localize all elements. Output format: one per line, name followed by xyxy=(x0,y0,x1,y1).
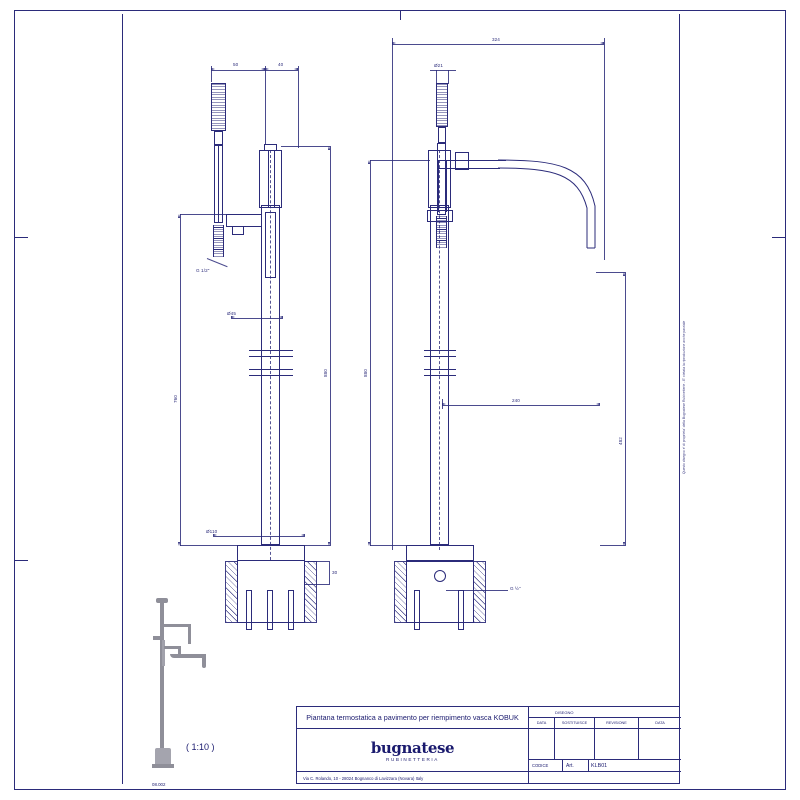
codice-label: CODICE xyxy=(529,759,563,771)
front-handshower-body xyxy=(214,145,223,223)
front-column-ring-3 xyxy=(249,369,293,370)
side-handshower-body xyxy=(437,143,446,215)
copyright-note: Questo disegno e' di proprieta' della Bugnatese Rubinetterie - E' vietata la riproduzione anche parziale xyxy=(682,320,686,474)
side-leader-g12 xyxy=(446,590,508,591)
company-address: Via C. Rolando, 10 - 28024 Bognanco di Lavizzara (Novara) Italy xyxy=(297,771,529,784)
side-dim-line-d21 xyxy=(430,70,456,71)
side-handshower-neck xyxy=(438,127,446,143)
front-body-edge-left xyxy=(268,150,269,208)
front-dim-arrow-760-b xyxy=(178,542,180,546)
front-dim-ext-2 xyxy=(265,66,266,144)
front-dim-arrow-d110-l xyxy=(213,534,217,536)
sheet-number: 08.002 xyxy=(152,782,166,787)
front-dim-line-760 xyxy=(180,214,181,546)
frame-tick-right-top xyxy=(772,237,786,238)
front-anchor-rod-1 xyxy=(246,590,252,630)
frame-tick-top xyxy=(400,10,401,20)
side-dim-text-324: 324 xyxy=(492,37,500,42)
side-dim-line-240 xyxy=(442,405,600,406)
front-dim-arrow-880-t xyxy=(328,146,330,150)
field-label-revisione: REVISIONE xyxy=(595,718,639,729)
front-dim-text-d45: Ø45 xyxy=(227,311,236,316)
front-dim-arrow-d110-r xyxy=(301,534,305,536)
side-dim-line-482 xyxy=(625,272,626,546)
side-dim-arrow-482-b xyxy=(623,542,625,546)
side-spout-curve xyxy=(498,158,608,248)
front-dim-arrow-40-l xyxy=(265,68,269,70)
side-column-ring-4 xyxy=(424,375,456,376)
front-dim-arrow-880-b xyxy=(328,542,330,546)
art-value: KLB01 xyxy=(589,759,681,771)
field-value-data xyxy=(529,729,555,759)
side-anchor-rod-2 xyxy=(458,590,464,630)
front-holder-cradle xyxy=(232,226,244,235)
front-body-cap xyxy=(264,144,277,151)
front-column-ring-2 xyxy=(249,356,293,357)
front-anchor-rod-3 xyxy=(288,590,294,630)
side-spout-inner-line xyxy=(438,168,500,169)
art-label: Art. xyxy=(563,759,589,771)
front-dim-arrow-d45-l xyxy=(231,316,235,318)
side-dim-text-482: 482 xyxy=(618,437,623,445)
side-column-ring-2 xyxy=(424,356,456,357)
front-dim-line-d110 xyxy=(213,536,305,537)
front-column-ring-1 xyxy=(249,350,293,351)
front-dim-text-50: 50 xyxy=(233,62,239,67)
field-value-data-2 xyxy=(639,729,681,759)
front-inner-spout xyxy=(265,212,276,278)
front-dim-text-760: 760 xyxy=(173,395,178,403)
field-label-data-2: DATA xyxy=(639,718,681,729)
side-base-plate xyxy=(406,545,474,561)
front-dim-text-40: 40 xyxy=(278,62,284,67)
front-dim-line-d45 xyxy=(231,318,283,319)
front-dim-ext-760-bot xyxy=(180,545,237,546)
side-dim-arrow-324-l xyxy=(392,42,396,44)
side-dim-text-880: 880 xyxy=(363,369,368,377)
side-anchor-rod-1 xyxy=(414,590,420,630)
front-dim-arrow-d45-r xyxy=(279,316,283,318)
frame-tick-left-bottom xyxy=(14,560,28,561)
side-inlet-circle xyxy=(434,570,446,582)
side-dim-ext-d21-l xyxy=(436,70,437,84)
front-handshower-neck xyxy=(214,131,223,145)
front-holder-arm-top xyxy=(226,214,262,215)
side-dim-ext-880-top xyxy=(370,160,430,161)
front-anchor-rod-2 xyxy=(267,590,273,630)
side-dim-arrow-324-r xyxy=(600,42,604,44)
field-value-sostituisce xyxy=(555,729,595,759)
side-dim-ext-482-top xyxy=(596,272,625,273)
disegno-label: DISEGNO xyxy=(529,707,681,718)
front-hose-spring xyxy=(213,225,224,257)
front-thermostatic-body xyxy=(259,150,282,208)
front-dim-line-50 xyxy=(211,70,265,71)
front-dim-ext-880-top xyxy=(281,146,330,147)
side-dim-ext-482-bot xyxy=(600,545,625,546)
side-dim-arrow-880-t xyxy=(368,160,370,164)
side-dim-ext-880-bot xyxy=(370,545,406,546)
field-label-data: DATA xyxy=(529,718,555,729)
front-dim-text-30: 30 xyxy=(332,570,338,575)
side-dim-line-324 xyxy=(392,44,604,45)
front-dim-arrow-40-r xyxy=(294,68,298,70)
front-column-ring-4 xyxy=(249,375,293,376)
front-handshower-head xyxy=(211,83,226,131)
title-block xyxy=(296,706,680,784)
frame-tick-left-top xyxy=(14,237,28,238)
side-dim-arrow-880-b xyxy=(368,542,370,546)
side-dim-text-d21: Ø21 xyxy=(434,63,443,68)
side-dim-line-880 xyxy=(370,160,371,546)
front-dim-line-880 xyxy=(330,146,331,546)
field-value-revisione xyxy=(595,729,639,759)
front-dim-ext-30-top xyxy=(305,561,329,562)
brand-name: bugnatese xyxy=(370,739,455,757)
front-inner-spout-top xyxy=(265,205,276,206)
side-dim-text-g12: G ½" xyxy=(510,586,521,591)
front-dim-ext-760-top xyxy=(180,214,226,215)
front-dim-ext-880-bot xyxy=(305,545,330,546)
side-spout-top-line xyxy=(438,160,506,161)
brand-subtitle: RUBINETTERIA xyxy=(386,757,439,762)
side-dim-ext-324-r xyxy=(604,38,605,260)
front-holder-arm-end xyxy=(226,214,227,226)
front-dim-ext-3 xyxy=(298,66,299,148)
front-base-plate xyxy=(237,545,305,561)
front-dim-ext-30-bot xyxy=(305,584,329,585)
side-column-ring-1 xyxy=(424,350,456,351)
side-dim-arrow-240-l xyxy=(442,403,446,405)
front-dim-arrow-50-l xyxy=(211,68,215,70)
front-dim-line-30 xyxy=(329,561,330,585)
front-body-edge-right xyxy=(274,150,275,208)
side-dim-text-240: 240 xyxy=(512,398,520,403)
field-label-sostituisce: SOSTITUISCE xyxy=(555,718,595,729)
side-dim-ext-d21-r xyxy=(448,70,449,84)
title-block-blank xyxy=(529,771,681,784)
front-dim-text-g12: G 1/2" xyxy=(196,268,210,273)
brand-logo xyxy=(297,729,529,771)
side-dim-arrow-482-t xyxy=(623,272,625,276)
side-handshower-head xyxy=(436,83,448,127)
side-dim-arrow-240-r xyxy=(596,403,600,405)
side-column-ring-3 xyxy=(424,369,456,370)
front-dim-arrow-760-t xyxy=(178,214,180,218)
front-dim-text-d110: Ø110 xyxy=(206,529,218,534)
drawing-title: Piantana termostatica a pavimento per riempimento vasca KOBUK xyxy=(297,707,529,729)
side-dim-ext-324-l xyxy=(392,38,393,550)
side-holder-cradle xyxy=(427,210,453,222)
scale-label: ( 1:10 ) xyxy=(186,742,215,752)
front-dim-text-880: 880 xyxy=(323,369,328,377)
